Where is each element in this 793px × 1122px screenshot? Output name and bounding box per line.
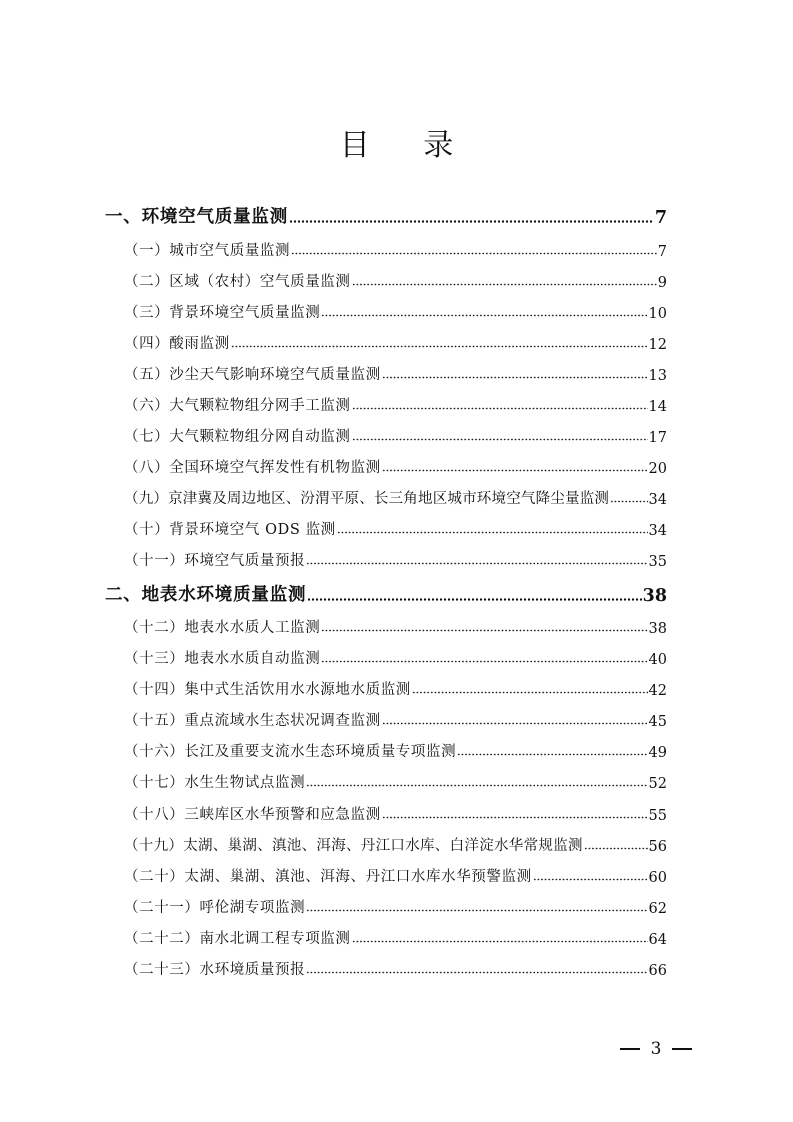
toc-leader-dots — [457, 752, 647, 756]
toc-page-number: 52 — [648, 776, 667, 792]
toc-entry-label: （一）城市空气质量监测 — [124, 243, 291, 259]
toc-page-number: 62 — [648, 901, 667, 917]
toc-entry[interactable] — [124, 298, 667, 322]
toc-entry-label: （四）酸雨监测 — [124, 336, 230, 352]
toc-leader-dots — [306, 561, 647, 565]
toc-leader-dots — [321, 659, 647, 663]
toc-entry[interactable] — [124, 893, 667, 917]
toc-entry[interactable] — [124, 391, 667, 415]
toc-entry-label: （十二）地表水水质人工监测 — [124, 620, 321, 636]
toc-page-number: 38 — [642, 586, 667, 606]
toc-entry[interactable] — [124, 800, 667, 824]
toc-entry-label: （六）大气颗粒物组分网手工监测 — [124, 398, 351, 414]
toc-entry-label: （七）大气颗粒物组分网自动监测 — [124, 429, 351, 445]
toc-page-number: 35 — [648, 554, 667, 570]
toc-section-label: 一、环境空气质量监测 — [105, 207, 288, 227]
toc-leader-dots — [306, 970, 647, 974]
toc-entry-label: （九）京津冀及周边地区、汾渭平原、长三角地区城市环境空气降尘量监测 — [124, 491, 610, 507]
toc-entry[interactable] — [124, 768, 667, 792]
toc-page-number: 38 — [648, 621, 667, 637]
toc-leader-dots — [412, 690, 648, 694]
toc-section-heading[interactable] — [105, 200, 667, 228]
toc-entry[interactable] — [124, 644, 667, 668]
toc-entry[interactable] — [124, 453, 667, 477]
toc-section-heading[interactable] — [105, 578, 667, 606]
toc-entry[interactable] — [124, 706, 667, 730]
toc-entry[interactable] — [124, 267, 667, 291]
dash-decoration — [620, 1048, 640, 1050]
toc-entry-label: （十五）重点流域水生态状况调查监测 — [124, 713, 381, 729]
toc-leader-dots — [321, 628, 647, 632]
toc-entry-label: （十四）集中式生活饮用水水源地水质监测 — [124, 682, 411, 698]
toc-entry[interactable] — [124, 484, 667, 508]
toc-leader-dots — [306, 908, 647, 912]
toc-page-number: 34 — [648, 492, 667, 508]
toc-entry[interactable] — [124, 422, 667, 446]
toc-leader-dots — [352, 437, 648, 441]
toc-leader-dots — [307, 597, 641, 601]
toc-entry-label: （十）背景环境空气 ODS 监测 — [124, 522, 336, 538]
dash-decoration — [672, 1048, 692, 1050]
toc-page-number: 7 — [657, 244, 667, 260]
toc-entry-label: （八）全国环境空气挥发性有机物监测 — [124, 460, 381, 476]
toc-page-number: 14 — [648, 399, 667, 415]
toc-entry-label: （十三）地表水水质自动监测 — [124, 651, 321, 667]
toc-page-number: 64 — [648, 932, 667, 948]
toc-leader-dots — [231, 344, 648, 348]
toc-page-number: 12 — [648, 337, 667, 353]
toc-entry-label: （十六）长江及重要支流水生态环境质量专项监测 — [124, 744, 457, 760]
toc-page-number: 42 — [648, 683, 667, 699]
toc-page-number: 7 — [654, 208, 667, 228]
toc-page-number: 34 — [648, 523, 667, 539]
toc-leader-dots — [533, 877, 648, 881]
page-number: 3 — [650, 1039, 662, 1059]
toc-leader-dots — [352, 282, 657, 286]
toc-entry[interactable] — [124, 675, 667, 699]
toc-page-number: 40 — [648, 652, 667, 668]
toc-section-label: 二、地表水环境质量监测 — [105, 585, 307, 605]
toc-entry-label: （二十二）南水北调工程专项监测 — [124, 931, 351, 947]
toc-leader-dots — [306, 783, 647, 787]
toc-entry[interactable] — [124, 955, 667, 979]
toc-entry-label: （十八）三峡库区水华预警和应急监测 — [124, 807, 381, 823]
toc-leader-dots — [382, 375, 648, 379]
toc-page-number: 9 — [657, 275, 667, 291]
toc-leader-dots — [321, 313, 647, 317]
toc-page-number: 20 — [648, 461, 667, 477]
toc-entry[interactable] — [124, 862, 667, 886]
toc-entry[interactable] — [124, 236, 667, 260]
toc-leader-dots — [289, 219, 654, 223]
toc-page-number: 56 — [648, 839, 667, 855]
toc-entry[interactable] — [124, 831, 667, 855]
toc-page-number: 49 — [648, 745, 667, 761]
toc-entry[interactable] — [124, 613, 667, 637]
toc-entry[interactable] — [124, 515, 667, 539]
toc-leader-dots — [382, 721, 648, 725]
toc-entry[interactable] — [124, 924, 667, 948]
page-footer — [620, 1037, 692, 1061]
toc-leader-dots — [584, 846, 648, 850]
toc-leader-dots — [382, 815, 648, 819]
toc-entry-label: （十九）太湖、巢湖、滇池、洱海、丹江口水库、白洋淀水华常规监测 — [124, 838, 583, 854]
toc-entry-label: （二）区域（农村）空气质量监测 — [124, 274, 351, 290]
toc-entry[interactable] — [124, 360, 667, 384]
toc-page-number: 10 — [648, 306, 667, 322]
toc-entry-label: （二十）太湖、巢湖、滇池、洱海、丹江口水库水华预警监测 — [124, 869, 532, 885]
toc-entry[interactable] — [124, 329, 667, 353]
toc-entry-label: （二十一）呼伦湖专项监测 — [124, 900, 306, 916]
toc-title: 目 录 — [339, 128, 476, 163]
toc-page-number: 45 — [648, 714, 667, 730]
toc-leader-dots — [610, 499, 647, 503]
toc-entry-label: （十七）水生生物试点监测 — [124, 775, 306, 791]
toc-entry-label: （五）沙尘天气影响环境空气质量监测 — [124, 367, 381, 383]
toc-page-number: 17 — [648, 430, 667, 446]
toc-leader-dots — [337, 530, 648, 534]
toc-entry-label: （十一）环境空气质量预报 — [124, 553, 306, 569]
toc-page-number: 13 — [648, 368, 667, 384]
toc-page-number: 60 — [648, 870, 667, 886]
toc-entry-label: （二十三）水环境质量预报 — [124, 962, 306, 978]
toc-leader-dots — [352, 939, 648, 943]
toc-leader-dots — [352, 406, 648, 410]
toc-entry-label: （三）背景环境空气质量监测 — [124, 305, 321, 321]
toc-page-number: 55 — [648, 808, 667, 824]
toc-page-number: 66 — [648, 963, 667, 979]
toc-entry[interactable] — [124, 546, 667, 570]
toc-leader-dots — [382, 468, 648, 472]
toc-leader-dots — [291, 251, 657, 255]
toc-entry[interactable] — [124, 737, 667, 761]
